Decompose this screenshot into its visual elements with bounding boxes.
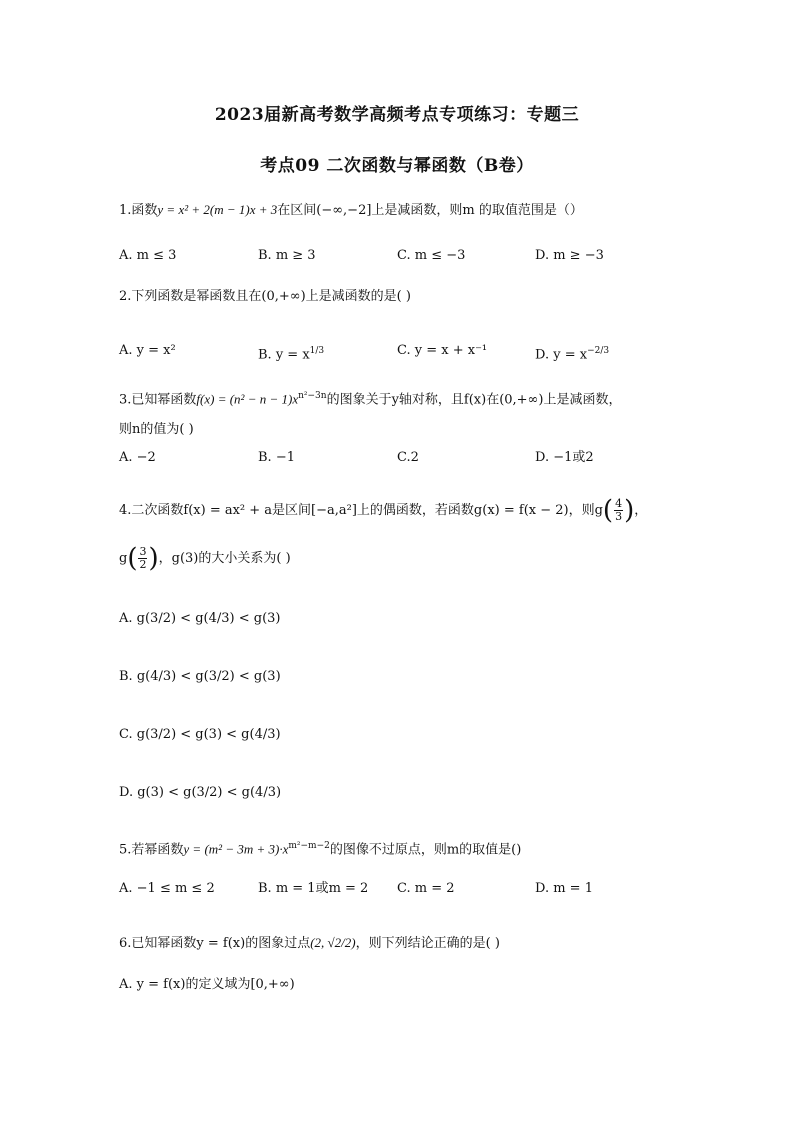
document-subtitle: 考点09 二次函数与幂函数（B卷） xyxy=(260,156,534,176)
question-3-stem-line2: 则n的值为( ) xyxy=(119,422,194,437)
question-1-option-b: B. m ≥ 3 xyxy=(258,248,316,263)
question-4-stem-line1: 4.二次函数f(x) = ax² + a是区间[−a,a²]上的偶函数，若函数g(x) = f(x − 2)，则g( $\frac{4}{3}$ )， xyxy=(119,495,648,526)
question-3-stem-line1: 3.已知幂函数$f(x) = (n^2 - n - 1)x^{n^2-3n}$的图象关于y轴对称，且f(x)在(0,+∞)上是减函数， xyxy=(119,391,622,408)
question-4-option-a: A. g(3/2) < g(4/3) < g(3) xyxy=(119,611,281,626)
question-5-stem: 5.若幂函数$y = (m^2 - 3m + 3)\cdot x^{m^2-m-2}$的图像不过原点，则m的取值是() xyxy=(119,841,522,858)
question-4-option-c: C. g(3/2) < g(3) < g(4/3) xyxy=(119,727,281,742)
question-3-option-a: A. −2 xyxy=(119,450,156,465)
q1-formula: y = x² + 2(m − 1)x + 3 xyxy=(157,202,278,217)
question-6-stem: 6.已知幂函数y = f(x)的图象过点(2, √2/2)，则下列结论正确的是( ) xyxy=(119,935,500,951)
question-2-option-c: C. y = x + x⁻¹ xyxy=(397,343,488,358)
question-2-option-d: D. $y = x^{-2/3}$ xyxy=(535,346,610,363)
question-3-option-b: B. −1 xyxy=(258,450,295,465)
question-5-option-b: B. m = 1或m = 2 xyxy=(258,881,369,896)
question-4-stem-line2: g( $\frac{3}{2}$ )，g(3)的大小关系为( ) xyxy=(119,543,291,574)
question-1-option-a: A. m ≤ 3 xyxy=(119,248,177,263)
question-3-option-c: C.2 xyxy=(397,450,419,465)
q6-point: (2, √2/2) xyxy=(310,935,356,950)
question-1-option-d: D. m ≥ −3 xyxy=(535,248,604,263)
question-2-option-b: B. $y = x^{1/3}$ xyxy=(258,346,325,363)
question-1-stem: 1.函数y = x² + 2(m − 1)x + 3在区间(−∞,−2]上是减函数，则m 的取值范围是（） xyxy=(119,202,583,218)
question-3-option-d: D. −1或2 xyxy=(535,450,594,465)
question-1-option-c: C. m ≤ −3 xyxy=(397,248,466,263)
question-5-option-c: C. m = 2 xyxy=(397,881,455,896)
question-4-option-d: D. g(3) < g(3/2) < g(4/3) xyxy=(119,785,282,800)
document-title: 2023届新高考数学高频考点专项练习：专题三 xyxy=(214,105,580,125)
question-4-option-b: B. g(4/3) < g(3/2) < g(3) xyxy=(119,669,281,684)
question-6-option-a: A. y = f(x)的定义域为[0,+∞) xyxy=(119,977,295,992)
question-2-option-a: A. y = x² xyxy=(119,343,176,358)
question-5-option-d: D. m = 1 xyxy=(535,881,593,896)
question-5-option-a: A. −1 ≤ m ≤ 2 xyxy=(119,881,215,896)
question-2-stem: 2.下列函数是幂函数且在(0,+∞)上是减函数的是( ) xyxy=(119,289,411,304)
